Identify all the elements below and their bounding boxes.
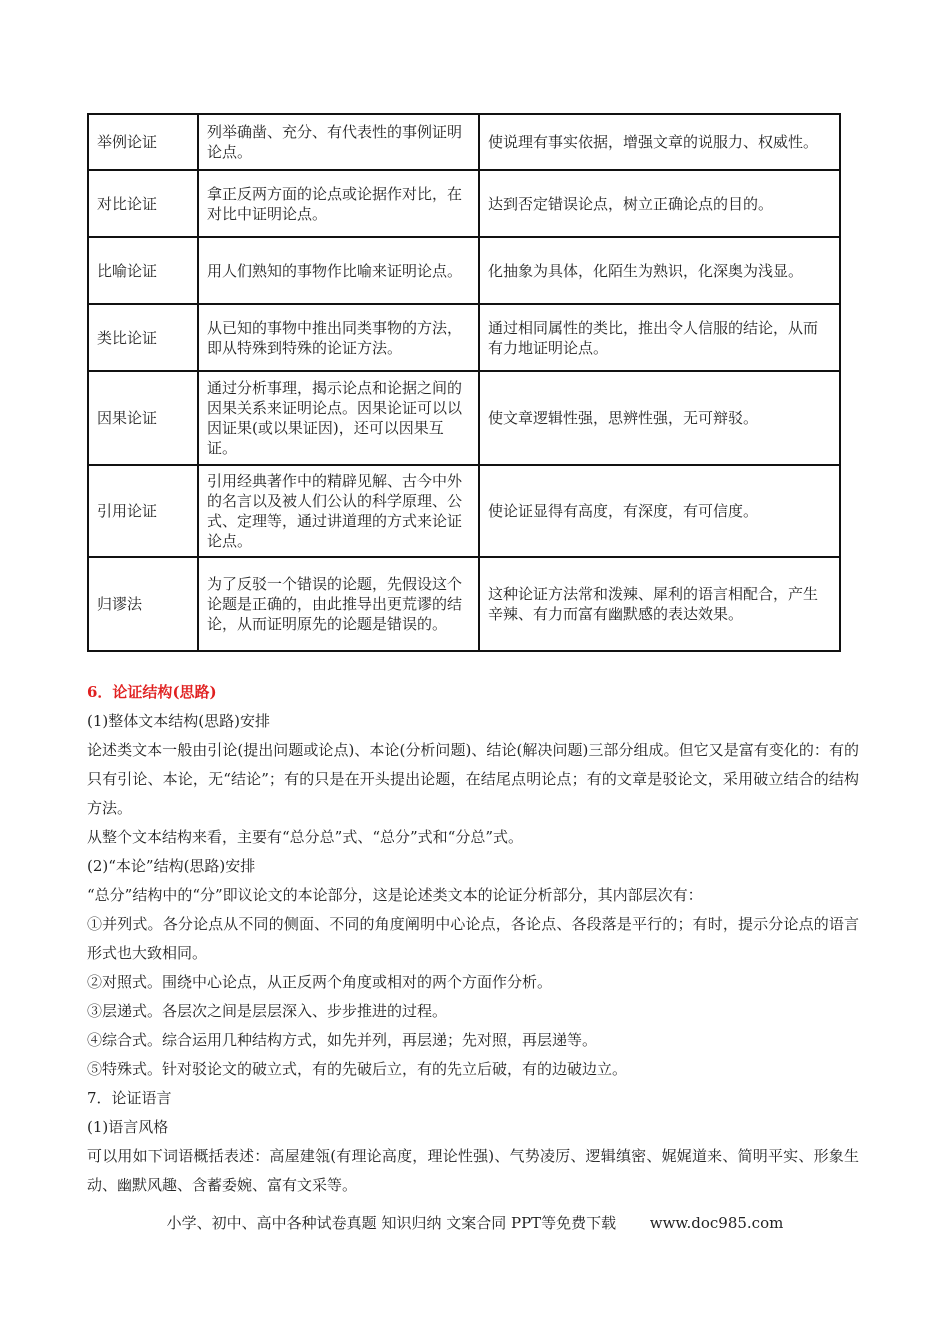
list-item: ①并列式。各分论点从不同的侧面、不同的角度阐明中心论点，各论点、各段落是平行的；有时，提示分论点的语言形式也大致相同。 <box>87 915 859 962</box>
table-row <box>88 114 840 170</box>
paragraph: 可以用如下词语概括表述：高屋建瓴(有理论高度，理论性强)、气势凌厉、逻辑缜密、娓娓道来、简明平实、形象生动、幽默风趣、含蓄委婉、富有文采等。 <box>87 1147 859 1194</box>
definition-cell: 用人们熟知的事物作比喻来证明论点。 <box>198 237 479 304</box>
definition-cell: 通过分析事理，揭示论点和论据之间的因果关系来证明论点。因果论证可以以因证果(或以果证因)，还可以因果互证。 <box>198 371 479 465</box>
table-row <box>88 465 840 557</box>
method-cell: 举例论证 <box>88 114 198 170</box>
footer-text: 小学、初中、高中各种试卷真题 知识归纳 文案合同 PPT等免费下载 <box>166 1214 617 1232</box>
list-item: ⑤特殊式。针对驳论文的破立式，有的先破后立，有的先立后破，有的边破边立。 <box>87 1060 628 1078</box>
table-row <box>88 304 840 371</box>
argument-methods-table <box>87 113 841 652</box>
definition-cell: 从已知的事物中推出同类事物的方法，即从特殊到特殊的论证方法。 <box>198 304 479 371</box>
method-cell: 引用论证 <box>88 465 198 557</box>
method-cell: 比喻论证 <box>88 237 198 304</box>
method-cell: 类比论证 <box>88 304 198 371</box>
effect-cell: 使论证显得有高度，有深度，有可信度。 <box>479 465 840 557</box>
table-row <box>88 170 840 237</box>
table-row <box>88 557 840 651</box>
effect-cell: 通过相同属性的类比，推出令人信服的结论，从而有力地证明论点。 <box>479 304 840 371</box>
effect-cell: 达到否定错误论点，树立正确论点的目的。 <box>479 170 840 237</box>
method-cell: 归谬法 <box>88 557 198 651</box>
list-item: ③层递式。各层次之间是层层深入、步步推进的过程。 <box>87 1002 448 1020</box>
effect-cell: 使说理有事实依据，增强文章的说服力、权威性。 <box>479 114 840 170</box>
section-heading: 6．论证结构(思路) <box>87 683 217 701</box>
page-footer <box>0 1211 950 1235</box>
subheading: (1)语言风格 <box>87 1118 169 1136</box>
body-text <box>87 678 859 1200</box>
list-item: ②对照式。围绕中心论点，从正反两个角度或相对的两个方面作分析。 <box>87 973 553 991</box>
list-item: ④综合式。综合运用几种结构方式，如先并列，再层递；先对照，再层递等。 <box>87 1031 598 1049</box>
table-row <box>88 371 840 465</box>
paragraph: “总分”结构中的“分”即议论文的本论部分，这是论述类文本的论证分析部分，其内部层次有： <box>87 886 703 904</box>
definition-cell: 拿正反两方面的论点或论据作对比，在对比中证明论点。 <box>198 170 479 237</box>
definition-cell: 引用经典著作中的精辟见解、古今中外的名言以及被人们公认的科学原理、公式、定理等，通过讲道理的方式来论证论点。 <box>198 465 479 557</box>
definition-cell: 为了反驳一个错误的论题，先假设这个论题是正确的，由此推导出更荒谬的结论，从而证明原先的论题是错误的。 <box>198 557 479 651</box>
method-cell: 对比论证 <box>88 170 198 237</box>
table-row <box>88 237 840 304</box>
paragraph: 论述类文本一般由引论(提出问题或论点)、本论(分析问题)、结论(解决问题)三部分组成。但它又是富有变化的：有的只有引论、本论，无“结论”；有的只是在开头提出论题，在结尾点明论点；有的文章是驳论文，采用破立结合的结构方法。 <box>87 741 859 817</box>
paragraph: 从整个文本结构来看，主要有“总分总”式、“总分”式和“分总”式。 <box>87 828 524 846</box>
effect-cell: 使文章逻辑性强，思辨性强，无可辩驳。 <box>479 371 840 465</box>
method-cell: 因果论证 <box>88 371 198 465</box>
effect-cell: 这种论证方法常和泼辣、犀利的语言相配合，产生辛辣、有力而富有幽默感的表达效果。 <box>479 557 840 651</box>
effect-cell: 化抽象为具体，化陌生为熟识，化深奥为浅显。 <box>479 237 840 304</box>
subheading: (2)“本论”结构(思路)安排 <box>87 857 256 875</box>
subheading: (1)整体文本结构(思路)安排 <box>87 712 270 730</box>
definition-cell: 列举确凿、充分、有代表性的事例证明论点。 <box>198 114 479 170</box>
footer-link[interactable]: www.doc985.com <box>649 1214 784 1232</box>
section-heading: 7．论证语言 <box>87 1089 172 1107</box>
